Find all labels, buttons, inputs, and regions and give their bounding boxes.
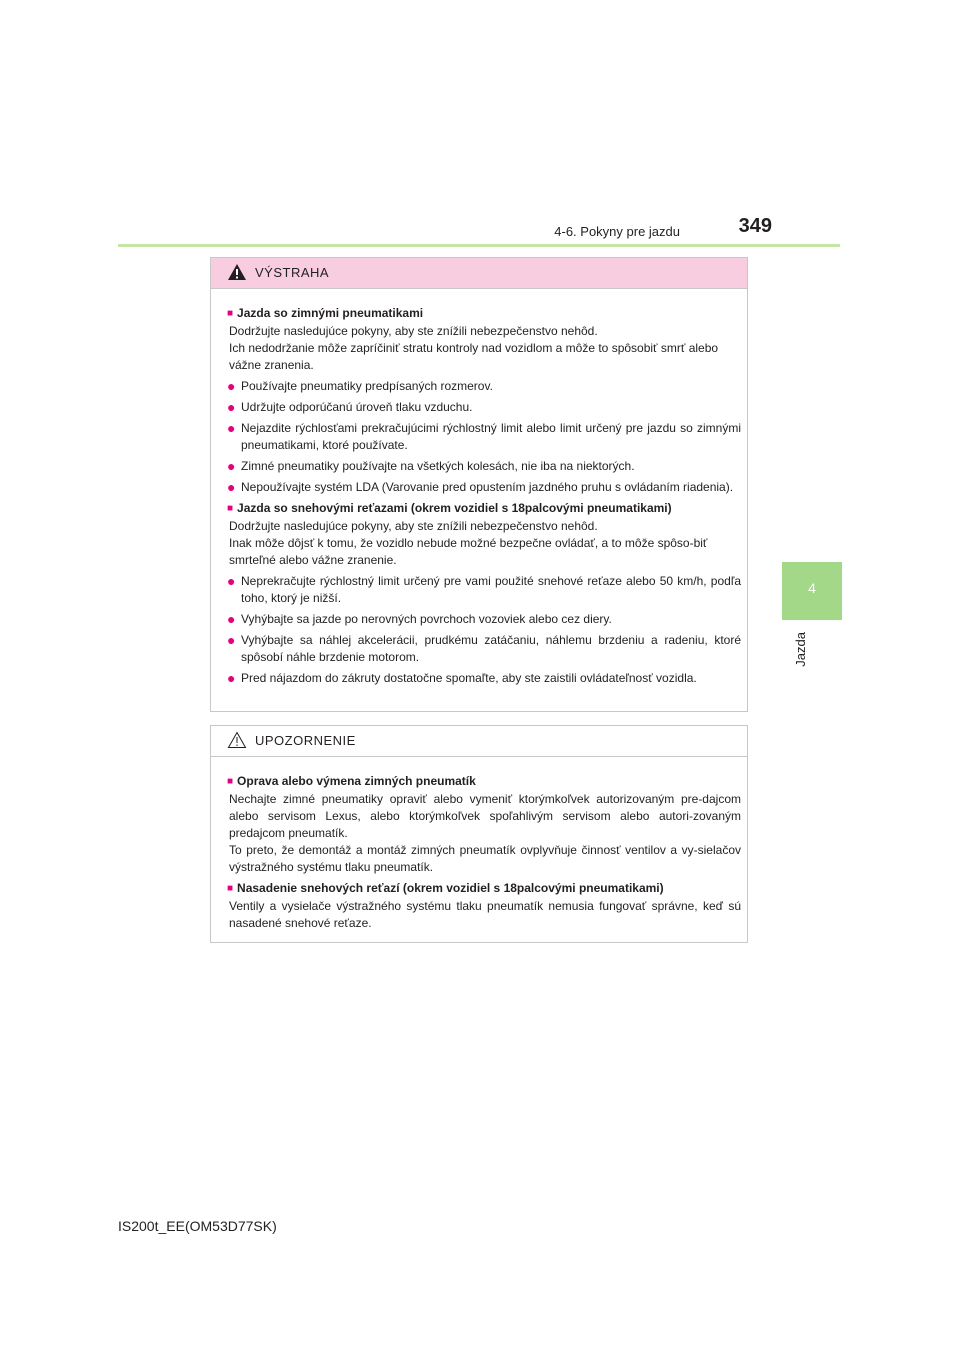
dot-bullet-icon: ● bbox=[227, 399, 236, 415]
chapter-label: Jazda bbox=[793, 632, 808, 667]
dot-bullet-icon: ● bbox=[227, 479, 236, 495]
dot-bullet-icon: ● bbox=[227, 670, 236, 686]
notice-paragraph: Ventily a vysielače výstražného systému tlaku pneumatík nemusia fungovať správne, keď sú nasadené snehové reťaze. bbox=[229, 899, 741, 930]
warning-section-heading: ■ Jazda so zimnými pneumatikami bbox=[227, 306, 424, 320]
square-bullet-icon: ■ bbox=[227, 503, 234, 514]
notice-body bbox=[211, 757, 747, 932]
warning-section-heading: ■ Jazda so snehovými reťazami (okrem vozidiel s 18palcovými pneumatikami) bbox=[227, 501, 672, 515]
list-item: ● Nejazdite rýchlosťami prekračujúcimi rýchlostný limit alebo limit určený pre jazdu so zimnými pneumatikami, ktoré používate. bbox=[227, 420, 741, 452]
warning-box bbox=[210, 257, 748, 712]
dot-bullet-icon: ● bbox=[227, 458, 236, 474]
notice-section-heading: ■ Nasadenie snehových reťazí (okrem vozidiel s 18palcovými pneumatikami) bbox=[227, 881, 664, 895]
dot-bullet-icon: ● bbox=[227, 573, 236, 589]
notice-header bbox=[211, 726, 747, 757]
warning-header bbox=[211, 258, 747, 289]
list-item: ● Vyhýbajte sa náhlej akcelerácii, prudkému zatáčaniu, náhlemu brzdeniu a radeniu, ktoré spôsobí náhle brzdenie motorom. bbox=[227, 632, 741, 664]
list-item: ● Vyhýbajte sa jazde po nerovných povrchoch vozoviek alebo cez diery. bbox=[227, 611, 612, 627]
list-item: ● Zimné pneumatiky používajte na všetkých kolesách, nie iba na niektorých. bbox=[227, 458, 635, 474]
document-code: IS200t_EE(OM53D77SK) bbox=[118, 1218, 277, 1234]
dot-bullet-icon: ● bbox=[227, 632, 236, 648]
header-divider bbox=[118, 244, 840, 247]
warning-title: VÝSTRAHA bbox=[255, 265, 330, 280]
square-bullet-icon: ■ bbox=[227, 883, 234, 894]
list-item: ● Nepoužívajte systém LDA (Varovanie pred opustením jazdného pruhu s ovládaním riadenia). bbox=[227, 479, 734, 495]
section-title: 4-6. Pokyny pre jazdu bbox=[554, 224, 680, 239]
dot-bullet-icon: ● bbox=[227, 378, 236, 394]
dot-bullet-icon: ● bbox=[227, 420, 236, 436]
list-item: ● Udržujte odporúčanú úroveň tlaku vzduchu. bbox=[227, 399, 473, 415]
page-header bbox=[118, 214, 840, 244]
square-bullet-icon: ■ bbox=[227, 308, 234, 319]
list-item: ● Neprekračujte rýchlostný limit určený pre vami použité snehové reťaze alebo 50 km/h, podľa toho, ktorý je nižší. bbox=[227, 573, 741, 605]
warning-triangle-icon bbox=[227, 263, 247, 281]
warning-body bbox=[211, 289, 747, 687]
dot-bullet-icon: ● bbox=[227, 611, 236, 627]
list-item: ● Používajte pneumatiky predpísaných rozmerov. bbox=[227, 378, 493, 394]
list-item: ● Pred nájazdom do zákruty dostatočne spomaľte, aby ste zaistili ovládateľnosť vozidla. bbox=[227, 670, 697, 686]
warning-paragraph: Dodržujte nasledujúce pokyny, aby ste znížili nebezpečenstvo nehôd. Inak môže dôjsť k tomu, že vozidlo nebude možné bezpečne ovládať, a to môže spôso-biť smrteľné alebo vážne zranenie. bbox=[229, 519, 708, 567]
page-number: 349 bbox=[738, 215, 772, 237]
chapter-tab: 4 bbox=[782, 562, 842, 620]
caution-triangle-icon bbox=[227, 731, 247, 749]
warning-paragraph: Dodržujte nasledujúce pokyny, aby ste znížili nebezpečenstvo nehôd. Ich nedodržanie môže zapríčiniť stratu kontroly nad vozidlom a môže to spôsobiť smrť alebo vážne zranenia. bbox=[229, 324, 719, 372]
notice-title: UPOZORNENIE bbox=[255, 733, 356, 748]
square-bullet-icon: ■ bbox=[227, 776, 234, 787]
notice-paragraph: Nechajte zimné pneumatiky opraviť alebo vymeniť ktorýmkoľvek autorizovaným pre-dajcom alebo servisom Lexus, alebo ktorýmkoľvek spoľahlivým servisom alebo autori-zovaným predajcom pneumatík. To preto, že demontáž a montáž zimných pneumatík ovplyvňuje činnosť ventilov a vy-sielačov výstražného systému tlaku pneumatík. bbox=[229, 792, 741, 874]
notice-box bbox=[210, 725, 748, 943]
notice-section-heading: ■ Oprava alebo výmena zimných pneumatík bbox=[227, 774, 476, 788]
